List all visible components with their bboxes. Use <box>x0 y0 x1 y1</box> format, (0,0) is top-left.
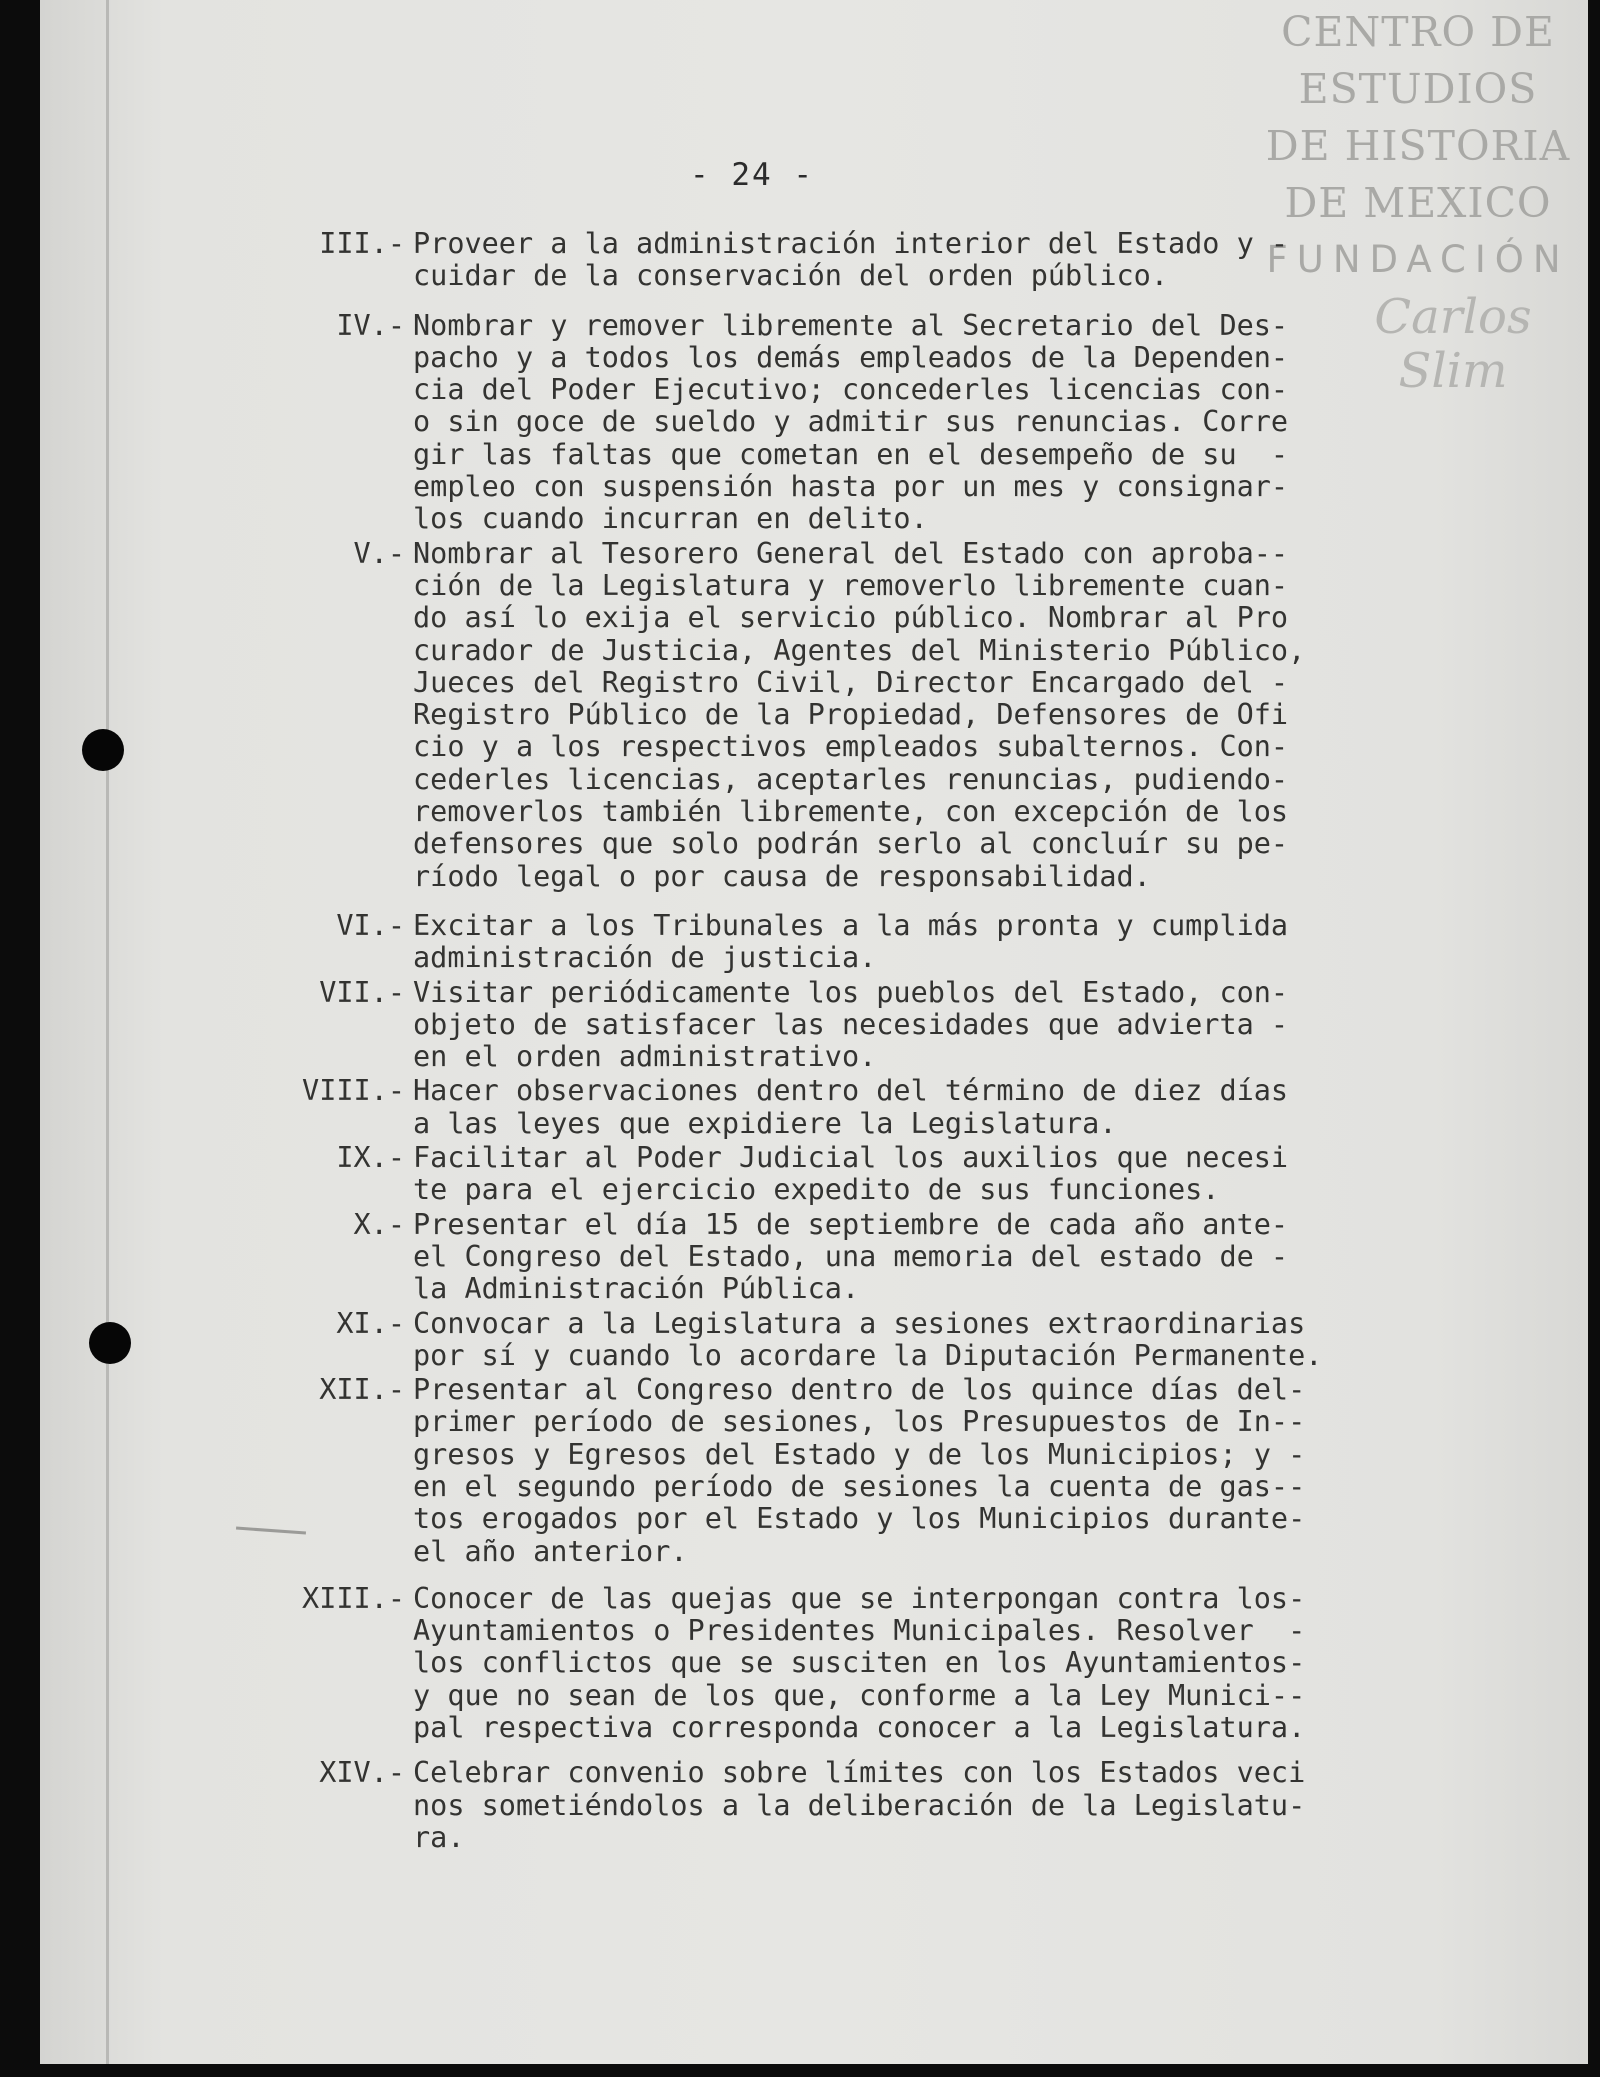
clause-text <box>413 538 1305 893</box>
clause-number: XIII.- <box>302 1581 405 1615</box>
clause-number: III.- <box>319 227 405 260</box>
clause-line: Presentar al Congreso dentro de los quince días del- <box>413 1373 1306 1407</box>
clause-line: do así lo exija el servicio público. Nombrar al Pro <box>413 601 1289 635</box>
watermark-line: CENTRO DE <box>1281 8 1555 56</box>
clause-text <box>413 1374 1305 1568</box>
clause-number: X.- <box>353 1207 405 1241</box>
clause-line: tos erogados por el Estado y los Municipios durante- <box>413 1502 1306 1536</box>
clause-line: Nombrar al Tesorero General del Estado con aproba-- <box>413 536 1289 570</box>
clause-line: ra. <box>413 1820 465 1854</box>
clause-list <box>40 228 1588 1854</box>
document-page <box>40 0 1588 2064</box>
clause-text <box>413 1308 1322 1373</box>
watermark-signature: Carlos Slim <box>1374 289 1532 399</box>
watermark-line: DE MEXICO <box>1284 179 1552 227</box>
clause-line: curador de Justicia, Agentes del Ministerio Público, <box>413 633 1306 667</box>
clause-line: Proveer a la administración interior del Estado y - <box>413 227 1289 260</box>
clause-text <box>413 228 1288 293</box>
clause-line: la Administración Pública. <box>413 1272 860 1306</box>
clause-number: IX.- <box>336 1141 405 1175</box>
clause-item <box>40 977 1588 1074</box>
clause-item <box>40 1583 1588 1744</box>
clause-line: Celebrar convenio sobre límites con los Estados veci <box>413 1756 1306 1790</box>
clause-line: cio y a los respectivos empleados subalternos. Con- <box>413 730 1289 764</box>
clause-line: removerlos también libremente, con excepción de los <box>413 795 1289 829</box>
clause-line: el Congreso del Estado, una memoria del estado de - <box>413 1239 1289 1273</box>
clause-line: pal respectiva corresponda conocer a la Legislatura. <box>413 1711 1306 1745</box>
watermark-line: DE HISTORIA <box>1265 122 1571 170</box>
clause-item <box>40 310 1588 536</box>
clause-line: gresos y Egresos del Estado y de los Municipios; y - <box>413 1437 1306 1471</box>
clause-item <box>40 538 1588 893</box>
clause-line: en el segundo período de sesiones la cuenta de gas-- <box>413 1469 1306 1503</box>
clause-line: Conocer de las quejas que se interpongan contra los- <box>413 1581 1306 1615</box>
clause-item <box>40 228 1588 293</box>
clause-item <box>40 1142 1588 1207</box>
clause-line: Presentar el día 15 de septiembre de cada año ante- <box>413 1207 1289 1241</box>
clause-number: XI.- <box>336 1306 405 1340</box>
clause-text <box>413 1075 1288 1140</box>
clause-line: administración de justicia. <box>413 941 877 975</box>
clause-line: cia del Poder Ejecutivo; concederles licencias con- <box>413 373 1289 407</box>
clause-text <box>413 1757 1305 1854</box>
clause-text <box>413 910 1288 975</box>
clause-line: ción de la Legislatura y removerlo libremente cuan- <box>413 568 1289 602</box>
clause-number: IV.- <box>336 308 405 342</box>
clause-line: Hacer observaciones dentro del término de diez días <box>413 1074 1289 1108</box>
clause-item <box>40 910 1588 975</box>
clause-number: VII.- <box>319 975 405 1009</box>
clause-line: el año anterior. <box>413 1534 688 1568</box>
clause-line: objeto de satisfacer las necesidades que advierta - <box>413 1007 1289 1041</box>
clause-line: por sí y cuando lo acordare la Diputación Permanente. <box>413 1338 1323 1372</box>
clause-line: Ayuntamientos o Presidentes Municipales. Resolver - <box>413 1614 1306 1648</box>
clause-line: primer período de sesiones, los Presupuestos de In-- <box>413 1405 1306 1439</box>
clause-item <box>40 1075 1588 1140</box>
clause-line: nos sometiéndolos a la deliberación de la Legislatu- <box>413 1788 1306 1822</box>
watermark-fundacion: FUNDACIÓN <box>1266 238 1570 281</box>
page-number: - 24 - <box>690 157 814 193</box>
clause-line: cederles licencias, aceptarles renuncias, pudiendo- <box>413 762 1289 796</box>
clause-number: XIV.- <box>319 1756 405 1790</box>
watermark-line: ESTUDIOS <box>1298 65 1538 113</box>
clause-line: Facilitar al Poder Judicial los auxilios que necesi <box>413 1141 1289 1175</box>
clause-item <box>40 1308 1588 1373</box>
clause-line: los conflictos que se susciten en los Ayuntamientos- <box>413 1646 1306 1680</box>
clause-item <box>40 1374 1588 1568</box>
clause-line: cuidar de la conservación del orden público. <box>413 259 1168 293</box>
clause-line: Visitar periódicamente los pueblos del Estado, con- <box>413 975 1289 1009</box>
clause-item <box>40 1209 1588 1306</box>
clause-line: gir las faltas que cometan en el desempeño de su - <box>413 437 1289 471</box>
clause-number: VIII.- <box>302 1074 405 1108</box>
clause-line: Jueces del Registro Civil, Director Encargado del - <box>413 665 1289 699</box>
clause-line: empleo con suspensión hasta por un mes y consignar- <box>413 470 1289 504</box>
clause-line: Nombrar y remover libremente al Secretario del Des- <box>413 308 1289 342</box>
clause-text <box>413 1209 1288 1306</box>
clause-item <box>40 1757 1588 1854</box>
clause-line: te para el ejercicio expedito de sus funciones. <box>413 1173 1220 1207</box>
clause-line: ríodo legal o por causa de responsabilidad. <box>413 859 1151 893</box>
clause-line: a las leyes que expidiere la Legislatura. <box>413 1106 1117 1140</box>
clause-line: y que no sean de los que, conforme a la Ley Munici-- <box>413 1678 1306 1712</box>
clause-number: VI.- <box>336 908 405 942</box>
clause-line: o sin goce de sueldo y admitir sus renuncias. Corre <box>413 405 1289 439</box>
clause-line: defensores que solo podrán serlo al concluír su pe- <box>413 827 1289 861</box>
clause-line: los cuando incurran en delito. <box>413 502 928 536</box>
clause-line: pacho y a todos los demás empleados de la Dependen- <box>413 340 1289 374</box>
clause-text <box>413 1142 1288 1207</box>
clause-line: Convocar a la Legislatura a sesiones extraordinarias <box>413 1306 1306 1340</box>
clause-line: Registro Público de la Propiedad, Defensores de Ofi <box>413 698 1289 732</box>
clause-text <box>413 310 1288 536</box>
clause-line: Excitar a los Tribunales a la más pronta y cumplida <box>413 908 1289 942</box>
clause-line: en el orden administrativo. <box>413 1040 877 1074</box>
clause-text <box>413 977 1288 1074</box>
clause-number: V.- <box>353 536 405 570</box>
clause-number: XII.- <box>319 1373 405 1407</box>
clause-text <box>413 1583 1305 1744</box>
